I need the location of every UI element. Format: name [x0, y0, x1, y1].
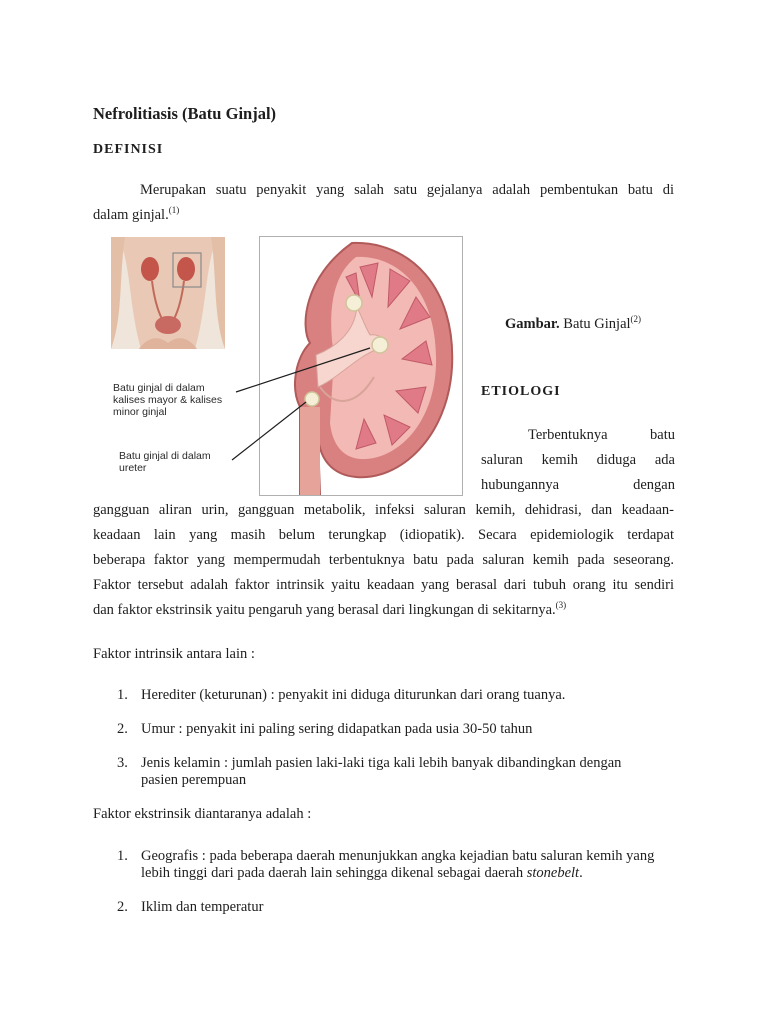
- figure-caption: Gambar. Batu Ginjal$^{(2)}$: [505, 314, 642, 332]
- label-kalises-stone: Batu ginjal di dalam kalises mayor & kalises minor ginjal: [113, 382, 223, 418]
- etiologi-line-8: dan faktor ekstrinsik yaitu pengaruh yang berasal dari lingkungan di sekitarnya.$^{(3)}$: [93, 600, 567, 618]
- document-title: Nefrolitiasis (Batu Ginjal): [93, 104, 277, 123]
- definisi-line-2: dalam ginjal.$^{(1)}$: [93, 205, 180, 223]
- definisi-line-1: Merupakan suatu penyakit yang salah satu gejalanya adalah pembentukan batu di: [140, 182, 674, 198]
- etiologi-line-4: gangguan aliran urin, gangguan metabolik, infeksi saluran kemih, dehidrasi, dan keadaan-: [93, 502, 674, 518]
- definisi-heading: DEFINISI: [93, 142, 164, 157]
- figure-ref: (2): [630, 314, 642, 324]
- etiologi-line-6: beberapa faktor yang mempermudah terbentuknya batu pada saluran kemih pada seseorang.: [93, 552, 674, 568]
- etiologi-heading: ETIOLOGI: [481, 384, 561, 399]
- etiologi-line-5: keadaan lain yang masih belum terungkap (idiopatik). Secara epidemiologik terdapat: [93, 527, 674, 543]
- etiologi-line-3: hubungannya dengan: [481, 477, 675, 493]
- etiologi-ref: (3): [555, 600, 567, 610]
- ekstrinsik-intro: Faktor ekstrinsik diantaranya adalah :: [93, 806, 312, 822]
- etiologi-line-7: Faktor tersebut adalah faktor intrinsik yaitu keadaan yang berasal dari tubuh orang itu sendiri: [93, 577, 674, 593]
- etiologi-line-1: Terbentuknya batu: [528, 427, 675, 443]
- label-ureter-stone: Batu ginjal di dalam ureter: [119, 450, 211, 474]
- etiologi-line-2: saluran kemih diduga ada: [481, 452, 675, 468]
- intrinsik-intro: Faktor intrinsik antara lain :: [93, 646, 255, 662]
- definisi-ref: (1): [168, 205, 180, 215]
